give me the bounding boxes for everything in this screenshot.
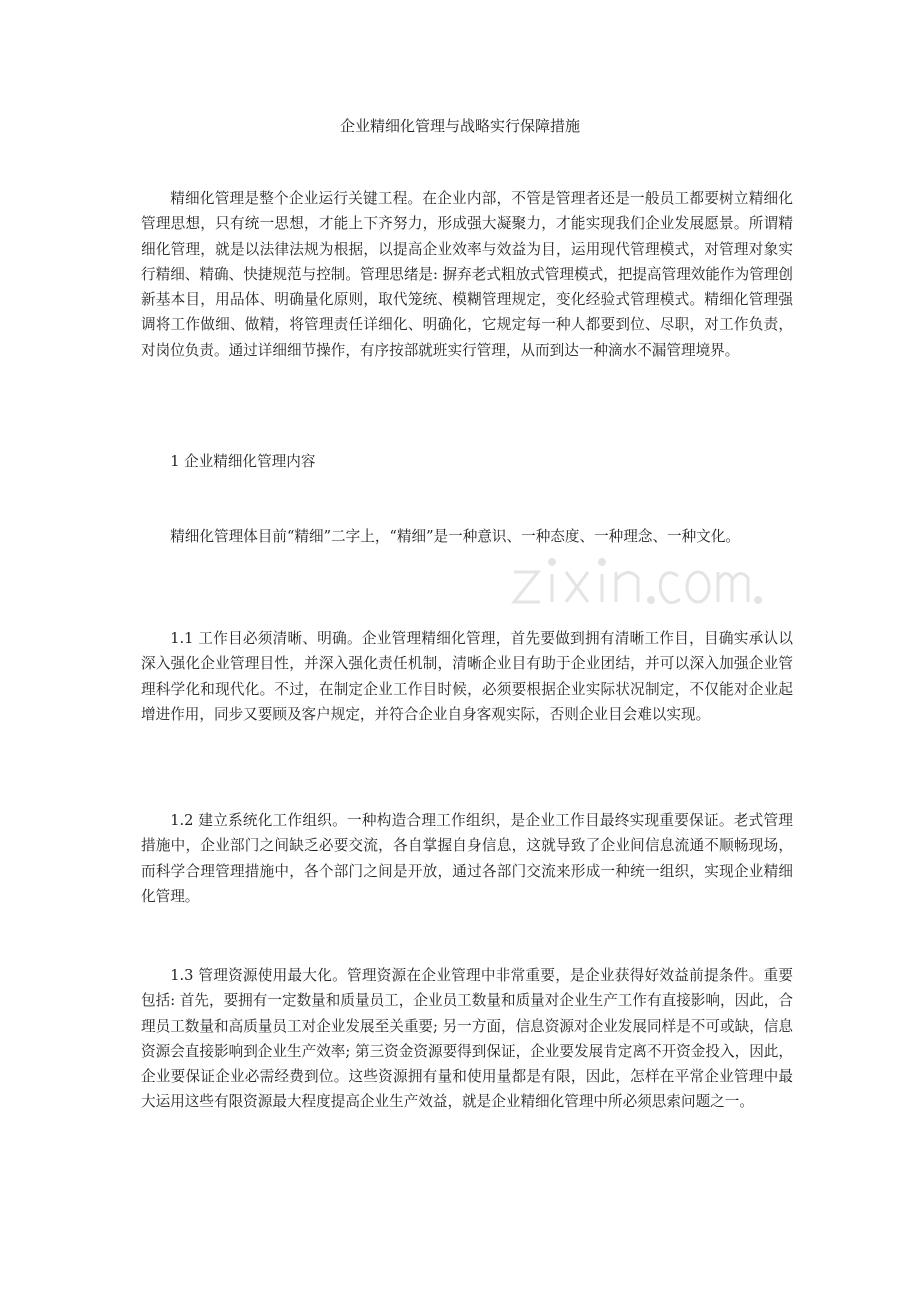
document-title: 企业精细化管理与战略实行保障措施 bbox=[339, 117, 580, 135]
intro-paragraph: 精细化管理是整个企业运行关键工程。在企业内部，不管是管理者还是一般员工都要树立精细化管理思想，只有统一思想，才能上下齐努力，形成强大凝聚力，才能实现我们企业发展愿景。所谓精细化管理，就是以法律法规为根据，以提高企业效率与效益为目，运用现代管理模式，对管理对象实行精细、精确、快捷规范与控制。管理思绪是: 摒弃老式粗放式管理模式，把提高管理效能作为管理创新基本目，用品体、明确量化原则，取代笼统、模糊管理规定，变化经验式管理模式。精细化管理强调将工作做细、做精，将管理责任详细化、明确化，它规定每一种人都要到位、尽职，对工作负责，对岗位负责。通过详细细节操作，有序按部就班实行管理，从而到达一种滴水不漏管理境界。 bbox=[141, 190, 793, 359]
section-1-intro-paragraph: 精细化管理体目前“精细”二字上，“精细”是一种意识、一种态度、一种理念、一种文化。 bbox=[170, 528, 741, 545]
subsection-1-2-paragraph: 1.2 建立系统化工作组织。一种构造合理工作组织，是企业工作目最终实现重要保证。老式管理措施中，企业部门之间缺乏必要交流，各自掌握自身信息，这就导致了企业间信息流通不顺畅现场，而科学合理管理措施中，各个部门之间是开放，通过各部门交流来形成一种统一组织，实现企业精细化管理。 bbox=[141, 812, 793, 905]
section-1-heading: 1 企业精细化管理内容 bbox=[170, 453, 316, 470]
subsection-1-1-paragraph: 1.1 工作目必须清晰、明确。企业管理精细化管理，首先要做到拥有清晰工作目，目确实承认以深入强化企业管理目性，并深入强化责任机制，清晰企业目有助于企业团结，并可以深入加强企业管理科学化和现代化。不过，在制定企业工作目时候，必须要根据企业实际状况制定，不仅能对企业起增进作用，同步又要顾及客户规定，并符合企业自身客观实际，否则企业目会难以实现。 bbox=[141, 630, 793, 723]
zixin-watermark-logo bbox=[508, 548, 766, 626]
subsection-1-3-paragraph: 1.3 管理资源使用最大化。管理资源在企业管理中非常重要，是企业获得好效益前提条件。重要包括: 首先，要拥有一定数量和质量员工，企业员工数量和质量对企业生产工作有直接影响，因此，合理员工数量和高质量员工对企业发展至关重要; 另一方面，信息资源对企业发展同样是不可或缺，信息资源会直接影响到企业生产效率; 第三资金资源要得到保证，企业要发展肯定离不开资金投入，因此，企业要保证企业必需经费到位。这些资源拥有量和使用量都是有限，因此，怎样在平常企业管理中最大运用这些有限资源最大程度提高企业生产效益，就是企业精细化管理中所必须思索问题之一。 bbox=[141, 967, 793, 1111]
